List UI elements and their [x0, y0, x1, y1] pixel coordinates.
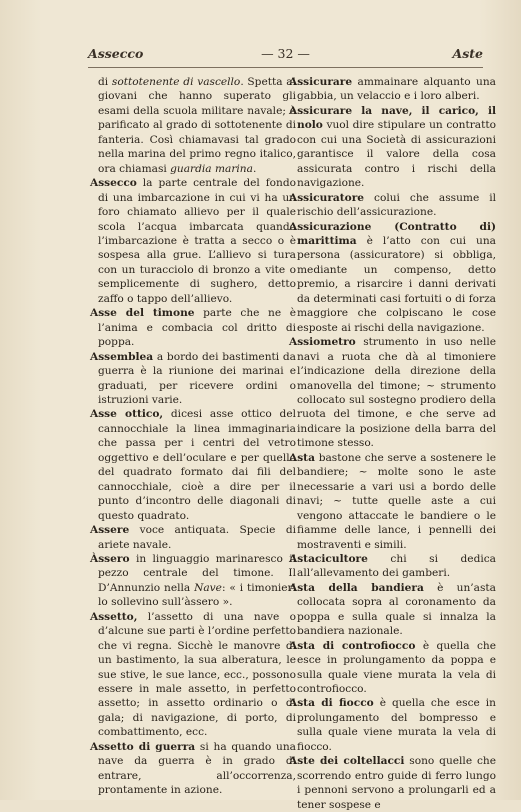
headword: Asta di fiocco: [289, 697, 374, 710]
headword: Asta: [289, 451, 315, 464]
definition: è quella che esce in prolungamento da poppa e sulla quale viene murata la vela di controfiocco.: [297, 639, 496, 696]
headword: Assemblea: [90, 350, 154, 363]
entry-assecco: [90, 176, 296, 306]
entry-assere: [90, 523, 296, 552]
entry-asse-ottico: [90, 407, 296, 523]
entry-assicurare-la-nave: [289, 104, 496, 191]
entry-astacicultore: [289, 552, 496, 581]
headword: Assecco: [90, 177, 137, 190]
entry-asse-del-timone: [90, 306, 296, 349]
text-run: .: [252, 162, 257, 175]
header-rule: [88, 67, 483, 68]
definition: : « i timonieri lo sollevino sull’àssero ».: [98, 581, 296, 609]
italic-run: sottotenente di vascello: [111, 76, 241, 88]
definition: sono quelle che scorrendo entro guide di ferro lungo i pennoni servono a prolungarli ed a tener sospese e: [297, 755, 496, 811]
headword: Asta di controfiocco: [289, 639, 416, 652]
definition: l’assetto di una nave o d’alcune sue parti è l’ordine perfetto che vi regna. Sicchè le manovre di un bastimento, la sua alberatura, le sue stive, le sue lance, ecc., possono essere in male assetto, in perfetto assetto; in assetto ordinario o di gala; di navigazione, di porto, di combattimento, ecc.: [98, 610, 296, 739]
entry-assicuratore: [289, 191, 496, 220]
headword: Assiometro: [289, 336, 356, 349]
definition: parte che ne è l’anima e combacia col dritto di poppa.: [98, 307, 296, 349]
entry-aste-dei-coltellacci: [289, 754, 496, 812]
definition: è un’asta collocata sopra al coronamento da poppa e sulla quale si innalza la bandiera nazionale.: [297, 581, 496, 638]
definition: è quella che esce in prolungamento del bompresso e sulla quale viene murata la vela di fiocco.: [297, 697, 497, 753]
headword: Assetto,: [90, 610, 138, 623]
headword: Asse ottico,: [90, 408, 164, 421]
definition: ammainare alquanto una gabbia, un velaccio e i loro alberi.: [297, 76, 496, 103]
definition: in linguaggio marinaresco il pezzo centrale del timone. Il D’Annunzio nella: [98, 552, 296, 594]
headword: Assicurare: [289, 76, 353, 88]
definition: è l’atto con cui una persona (assicuratore) si obbliga, mediante un compenso, detto premio, a risarcire i danni derivati da determinati casi fortuiti o di forza maggiore che colpiscano le cose esposte ai rischi della navigazione.: [297, 234, 496, 334]
entry-assiometro: [289, 335, 496, 451]
entry-asta-di-controfiocco: [289, 639, 496, 697]
continuation-paragraph: [90, 75, 296, 176]
entry-asta-di-fiocco: [289, 696, 496, 754]
entry-assicurare: [289, 75, 496, 104]
entry-asta-della-bandiera: [289, 581, 496, 639]
headword: Àssero: [90, 552, 130, 565]
definition: strumento in uso nelle navi a ruota che dà al timoniere l’indicazione della direzione della manovella del timone; ~ strumento collocato sul sostegno prodiero della ruota del timone, e che serve ad indicare la posizione della barra del timone stesso.: [297, 336, 496, 450]
definition: chi si dedica all’allevamento dei gamberi.: [297, 552, 496, 580]
italic-run: guardia marina: [170, 162, 253, 175]
entry-assero: [90, 552, 296, 610]
text-run: . Spetta ai giovani che hanno superato gli esami della scuola militare navale; è parificato al grado di sottotenente di fanteria. Così chiamavasi tal grado nella marina del primo regno italico, ora chiamasi: [98, 76, 296, 175]
definition: dicesi asse ottico del cannocchiale la linea immaginaria che passa per i centri del vetro oggettivo e dell’oculare e per quello del quadrato formato dai fili del cannocchiale, cioè a dire per il punto d’incontro delle diagonali di questo quadrato.: [98, 408, 296, 522]
headword: Assicurazione (Contratto di) marittima: [289, 220, 496, 247]
running-head: [88, 46, 483, 66]
definition: la parte centrale del fondo di una imbarcazione in cui vi ha un foro chiamato allievo per il quale scola l’acqua imbarcata quando l’imbarcazione è tratta a secco o è sospesa alla grue. L’allievo si tura con un turacciolo di bronzo a vite o semplicemente di sughero, detto zaffo o tappo dell’allievo.: [98, 177, 296, 305]
definition: si ha quando una nave da guerra è in grado di entrare, all’occorrenza, prontamente in azione.: [98, 740, 296, 797]
header-right-guideword: Aste: [452, 46, 483, 61]
definition: bastone che serve a sostenere le bandiere; ~ molte sono le aste necessarie a vari usi a bordo delle navi; ~ tutte quelle aste a cui vengono attaccate le bandiere o le fiamme delle lance, i pennelli dei mostraventi e simili.: [297, 451, 496, 551]
page-number: — 32 —: [261, 46, 310, 61]
headword: Assicurare la nave, il carico, il nolo: [289, 104, 496, 132]
definition: colui che assume il rischio dell’assicurazione.: [297, 191, 496, 219]
headword: Aste dei coltellacci: [289, 755, 405, 768]
definition: a bordo dei bastimenti da guerra è la riunione dei marinai e graduati, per ricevere ordini o istruzioni varie.: [98, 350, 296, 406]
entry-assemblea: [90, 350, 296, 408]
italic-run: Nave: [194, 581, 222, 594]
headword: Asse del timone: [90, 307, 195, 320]
headword: Assicuratore: [289, 191, 365, 204]
left-column: [90, 75, 296, 798]
entry-assicurazione: [289, 220, 496, 336]
right-column: [289, 75, 496, 812]
entry-assetto-di-guerra: [90, 740, 296, 798]
headword: Astacicultore: [289, 552, 368, 565]
headword: Assere: [90, 524, 130, 537]
headword: Assetto di guerra: [90, 740, 196, 753]
definition: voce antiquata. Specie di ariete navale.: [98, 524, 296, 551]
definition: vuol dire stipulare un contratto con cui una Società di assicurazioni garantisce il valore della cosa assicurata contro i rischi della navigazione.: [297, 119, 496, 190]
entry-asta: [289, 451, 496, 552]
text-run: di: [98, 76, 112, 88]
headword: Asta della bandiera: [289, 581, 424, 594]
entry-assetto: [90, 610, 296, 740]
header-left-guideword: Assecco: [88, 46, 144, 61]
